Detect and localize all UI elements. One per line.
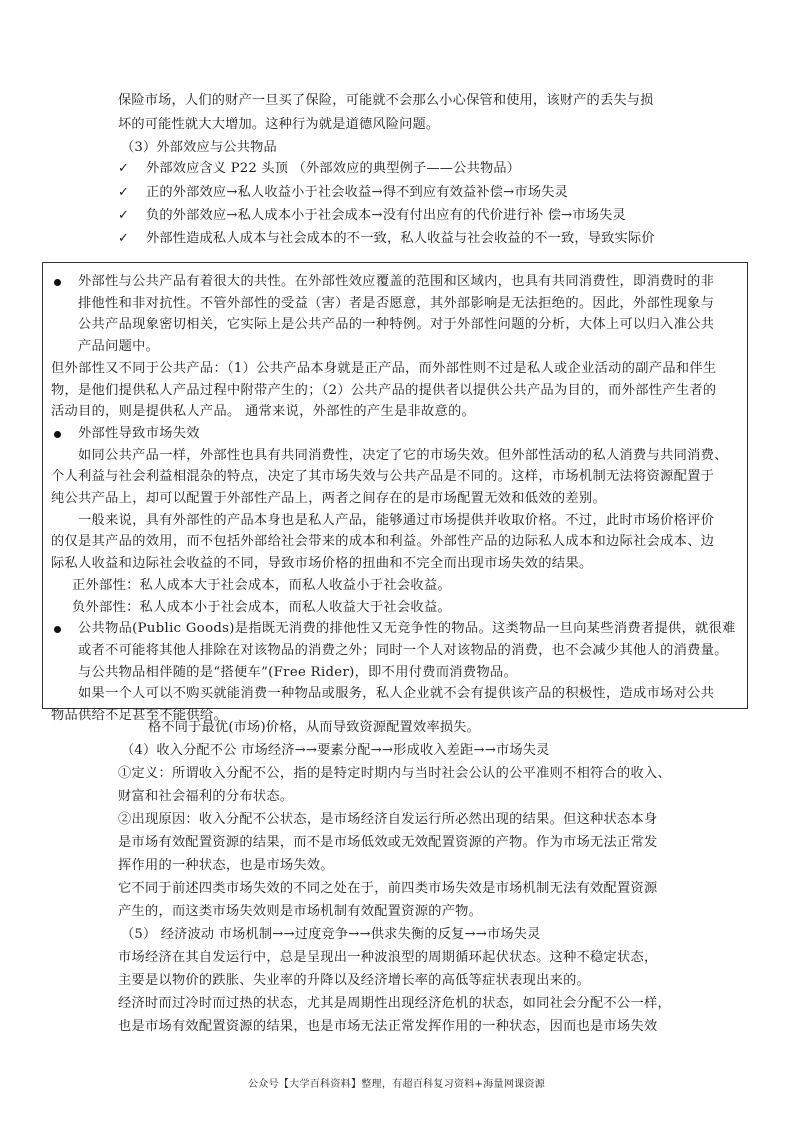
text-line: 物品供给不足甚至不能供给。 [51,708,227,723]
continuation-line: 格不同于最优(市场)价格，从而导致资源配置效率损失。 [148,720,480,735]
text-line: 主要是以物价的跌胀、失业率的升降以及经济增长率的高低等症状表现出来的。 [118,973,591,988]
text-line: 外部性与公共产品有着很大的共性。在外部性效应覆盖的范围和区域内，也具有共同消费性，即消费时的非 [78,274,715,289]
text-line: 的仅是其产品的效用，而不包括外部给社会带来的成本和利益。外部性产品的边际私人成本和边际社会成本、边 [51,534,715,550]
text-line: 坏的可能性就大大增加。这种行为就是道德风险问题。 [118,117,440,132]
text-line: 也是市场有效配置资源的结果，也是市场无法正常发挥作用的一种状态，因而也是市场失效 [118,1019,658,1034]
text-line: ②出现原因：收入分配不公状态，是市场经济自发运行所必然出现的结果。但这种状态本身 [118,812,658,827]
text-line: 产生的，而这类市场失效则是市场机制有效配置资源的产物。 [118,904,483,919]
text-line: 财富和社会福利的分布状态。 [118,789,294,804]
bullet-icon [54,431,61,438]
text-line: 公共物品(Public Goods)是指既无消费的排他性又无竞争性的物品。这类物品一旦向某些消费者提供，就很难 [78,621,736,637]
text-line: 如果一个人可以不购买就能消费一种物品或服务，私人企业就不会有提供该产品的积极性，造成市场对公共 [78,686,715,702]
text-line: 与公共物品相伴随的是“搭便车”(Free Rider)，即不用付费而消费物品。 [78,664,518,680]
box-bullet-title: 外部性导致市场失效 [78,425,200,441]
check-icon: ✓ [118,185,129,200]
page-footer: 公众号【大学百科资料】整理，有超百科复习资料+海量网课资源 [247,1079,546,1090]
check-item: 正的外部效应→私人收益小于社会收益→得不到应有效益补偿→市场失灵 [146,185,568,200]
text-line: 它不同于前述四类市场失效的不同之处在于，前四类市场失效是市场机制无法有效配置资源 [118,881,658,896]
section-heading-4: （4）收入分配不公 市场经济→→要素分配→→形成收入差距→→市场失灵 [121,743,550,758]
text-line: 如同公共产品一样，外部性也具有共同消费性，决定了它的市场失效。但外部性活动的私人消费与共同消费、 [78,447,728,463]
text-line: 挥作用的一种状态，也是市场失效。 [118,858,334,873]
bullet-icon [54,279,61,286]
text-line: 市场经济在其自发运行中，总是呈现出一种波浪型的周期循环起伏状态。这种不稳定状态， [118,950,658,965]
section-heading-3: （3）外部效应与公共物品 [121,140,277,155]
text-line: 或者不可能将其他人排除在对该物品的消费之外；同时一个人对该物品的消费，也不会减少其他人的消费量。 [78,642,728,658]
check-item: 负的外部效应→私人成本小于社会成本→没有付出应有的代价进行补 偿→市场失灵 [146,208,626,223]
text-line: ①定义：所谓收入分配不公，指的是特定时期内与当时社会公认的公平准则不相符合的收入、 [118,766,671,781]
section-heading-5: （5） 经济波动 市场机制→→过度竞争→→供求失衡的反复→→市场失灵 [121,927,541,942]
text-line: 公共产品现象密切相关，它实际上是公共产品的一种特例。对于外部性问题的分析，大体上可以归入准公共 [78,317,715,333]
text-line: 纯公共产品上，却可以配置于外部性产品上，两者之间存在的是市场配置无效和低效的差别。 [51,491,607,506]
text-line: 一般来说，具有外部性的产品本身也是私人产品，能够通过市场提供并收取价格。不过，此时市场价格评价 [78,512,715,528]
check-icon: ✓ [118,208,129,223]
text-line: 经济时而过冷时而过热的状态，尤其是周期性出现经济危机的状态，如同社会分配不公一样， [118,996,671,1011]
check-item: 外部性造成私人成本与社会成本的不一致，私人收益与社会收益的不一致，导致实际价 [146,231,655,246]
positive-externality-def: 正外部性：私人成本大于社会成本，而私人收益小于社会收益。 [72,577,452,593]
text-line: 产品问题中。 [78,339,160,355]
check-item: 外部效应含义 P22 头顶 （外部效应的典型例子——公共物品） [146,161,521,176]
text-line: 物，是他们提供私人产品过程中附带产生的；（2）公共产品的提供者以提供公共产品为目的，而外部性产生者的 [51,382,717,398]
text-line: 是市场有效配置资源的结果，而不是市场低效或无效配置资源的产物。作为市场无法正常发 [118,835,658,850]
text-line: 际私人收益和边际社会收益的不同，导致市场价格的扭曲和不完全而出现市场失效的结果。 [51,556,593,572]
text-line: 个人利益与社会利益相混杂的特点，决定了其市场失效与公共产品是不同的。这样，市场机制无法将资源配置于 [51,469,715,485]
text-line: 但外部性又不同于公共产品：（1）公共产品本身就是正产品，而外部性则不过是私人或企业活动的副产品和伴生 [51,360,717,376]
text-line: 活动目的，则是提供私人产品。 通常来说，外部性的产生是非故意的。 [51,404,476,420]
check-icon: ✓ [118,231,129,246]
text-line: 保险市场，人们的财产一旦买了保险，可能就不会那么小心保管和使用，该财产的丢失与损 [118,93,654,108]
text-line: 排他性和非对抗性。不管外部性的受益（害）者是否愿意，其外部影响是无法拒绝的。因此，外部性现象与 [78,295,715,311]
negative-externality-def: 负外部性：私人成本小于社会成本，而私人收益大于社会收益。 [72,599,452,615]
check-icon: ✓ [118,161,129,176]
